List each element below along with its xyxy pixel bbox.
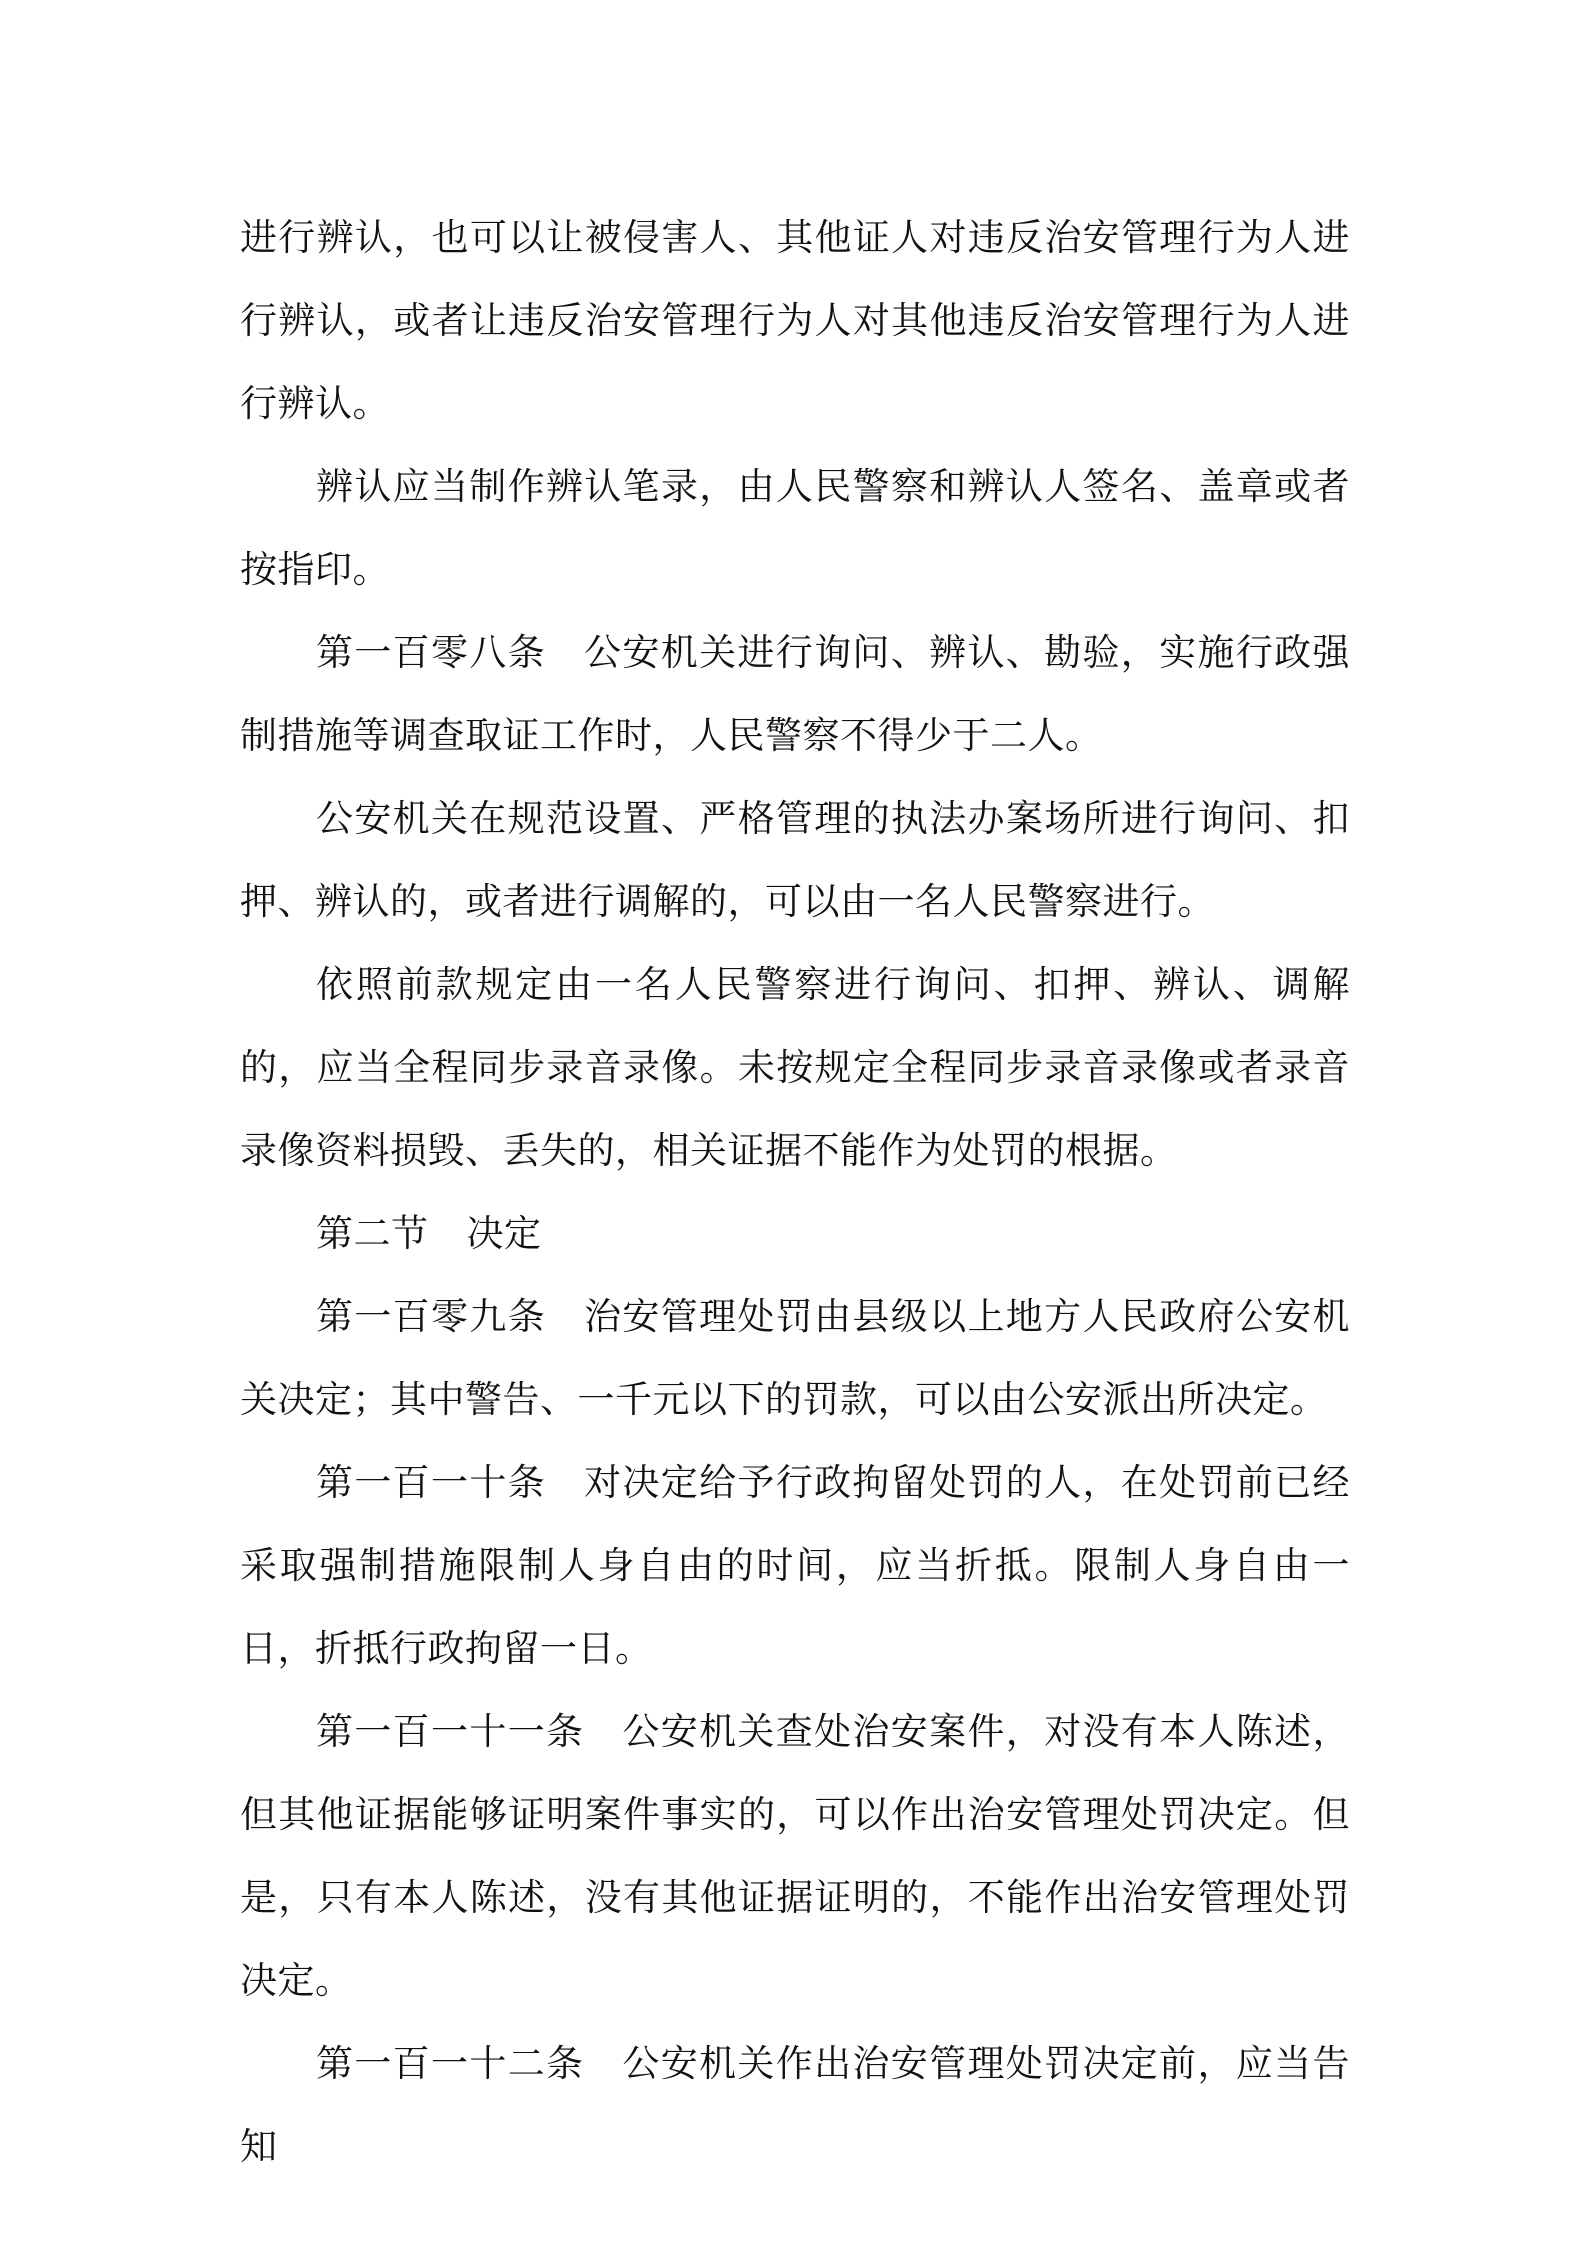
paragraph-text: 公安机关进行询问、辨认、勘验，实施行政强制措施等调查取证工作时，人民警察不得少于二人。 bbox=[240, 631, 1351, 757]
paragraph-continuation bbox=[240, 196, 1350, 445]
paragraph-text: 公安机关作出治安管理处罚决定前，应当告知 bbox=[240, 2042, 1351, 2168]
paragraph-single-officer bbox=[240, 777, 1350, 943]
article-label: 第一百零九条 bbox=[316, 1295, 547, 1338]
paragraph-text: 治安管理处罚由县级以上地方人民政府公安机关决定；其中警告、一千元以下的罚款，可以由公安派出所决定。 bbox=[240, 1295, 1351, 1421]
section-title: 决定 bbox=[466, 1212, 542, 1255]
paragraph-text: 依照前款规定由一名人民警察进行询问、扣押、辨认、调解的，应当全程同步录音录像。未按规定全程同步录音录像或者录音录像资料损毁、丢失的，相关证据不能作为处罚的根据。 bbox=[240, 963, 1350, 1172]
article-108 bbox=[240, 611, 1350, 777]
article-label: 第一百一十条 bbox=[316, 1461, 547, 1504]
article-110 bbox=[240, 1441, 1350, 1690]
article-label: 第一百一十二条 bbox=[316, 2042, 585, 2085]
paragraph-text: 对决定给予行政拘留处罚的人，在处罚前已经采取强制措施限制人身自由的时间，应当折抵。限制人身自由一日，折抵行政拘留一日。 bbox=[240, 1461, 1351, 1670]
paragraph-recording bbox=[240, 943, 1350, 1192]
document-body bbox=[240, 196, 1350, 2188]
paragraph-identification-record bbox=[240, 445, 1350, 611]
section-label: 第二节 bbox=[316, 1212, 429, 1255]
paragraph-text: 公安机关查处治安案件，对没有本人陈述，但其他证据能够证明案件事实的，可以作出治安管理处罚决定。但是，只有本人陈述，没有其他证据证明的，不能作出治安管理处罚决定。 bbox=[240, 1710, 1351, 2002]
article-label: 第一百一十一条 bbox=[316, 1710, 585, 1753]
article-label: 第一百零八条 bbox=[316, 631, 547, 674]
article-111 bbox=[240, 1690, 1350, 2022]
paragraph-text: 进行辨认，也可以让被侵害人、其他证人对违反治安管理行为人进行辨认，或者让违反治安管理行为人对其他违反治安管理行为人进行辨认。 bbox=[240, 216, 1350, 425]
paragraph-text: 辨认应当制作辨认笔录，由人民警察和辨认人签名、盖章或者按指印。 bbox=[240, 465, 1350, 591]
article-112 bbox=[240, 2022, 1350, 2188]
section-heading bbox=[240, 1192, 1350, 1275]
paragraph-text: 公安机关在规范设置、严格管理的执法办案场所进行询问、扣押、辨认的，或者进行调解的，可以由一名人民警察进行。 bbox=[240, 797, 1350, 923]
article-109 bbox=[240, 1275, 1350, 1441]
